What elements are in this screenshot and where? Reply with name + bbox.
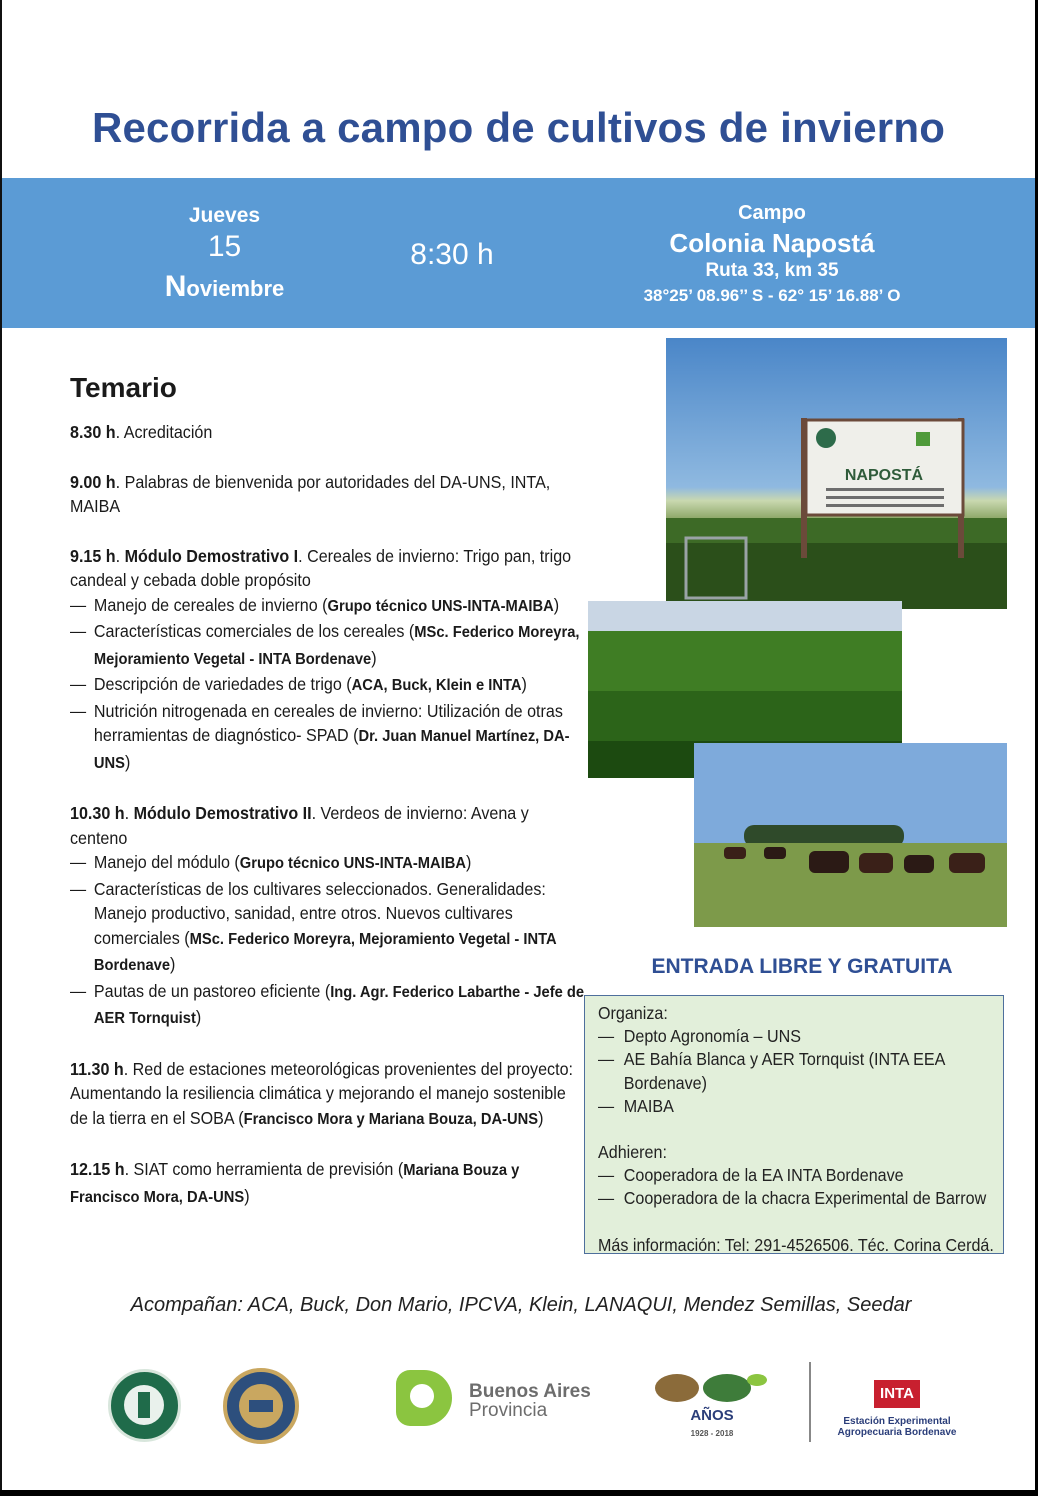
organizers-box bbox=[584, 995, 1004, 1254]
dash-bullet: — bbox=[70, 878, 87, 899]
agenda-text: . SIAT como herramienta de previsión ( bbox=[124, 1159, 404, 1179]
organizer-name: Depto Agronomía – UNS bbox=[623, 1026, 801, 1047]
list-item bbox=[70, 850, 585, 877]
agenda-text: . Red de estaciones meteorológicas provenientes del proyecto: Aumentando la resiliencia climática y mejorando el manejo sostenible de la tierra en el SOBA ( bbox=[70, 1058, 573, 1128]
dash-bullet: — bbox=[598, 1049, 615, 1070]
event-month bbox=[132, 270, 317, 304]
event-month-initial: N bbox=[164, 270, 187, 303]
cow bbox=[764, 847, 786, 859]
organizer-name: MAIBA bbox=[623, 1095, 674, 1116]
sky bbox=[588, 601, 902, 631]
paren-close: ) bbox=[371, 647, 377, 668]
dash-bullet: — bbox=[598, 1095, 615, 1116]
dash-bullet: — bbox=[70, 700, 87, 721]
photo-field-sign bbox=[666, 338, 1007, 609]
campo-route: Ruta 33, km 35 bbox=[705, 260, 839, 281]
list-item-text: Descripción de variedades de trigo ( bbox=[93, 674, 352, 694]
organizer-name: AE Bahía Blanca y AER Tornquist (INTA EEA Bordenave) bbox=[623, 1049, 945, 1093]
event-time: 8:30 h bbox=[410, 238, 494, 271]
list-item-text: Manejo de cereales de invierno ( bbox=[93, 594, 328, 615]
organizers-content bbox=[598, 1002, 1003, 1257]
event-month-rest: oviembre bbox=[186, 276, 285, 301]
agenda-separator: . bbox=[115, 545, 125, 566]
speaker: Grupo técnico UNS-INTA-MAIBA bbox=[239, 855, 467, 872]
paren-close: ) bbox=[195, 1007, 202, 1027]
agenda-time: 9.00 h bbox=[70, 471, 116, 492]
agenda-text: . Verdeos de invierno: Avena y centeno bbox=[70, 803, 529, 848]
temario-heading: Temario bbox=[70, 372, 177, 403]
agenda-item bbox=[70, 420, 585, 445]
campo-name: Colonia Napostá bbox=[669, 228, 875, 258]
list-item bbox=[598, 1025, 1003, 1048]
sign-name: NAPOSTÁ bbox=[844, 467, 924, 484]
sign-logo-left bbox=[816, 428, 836, 448]
free-entry-notice: ENTRADA LIBRE Y GRATUITA bbox=[651, 955, 953, 978]
seal-figure bbox=[249, 1400, 273, 1412]
flyer-title: Recorrida a campo de cultivos de invierno bbox=[91, 104, 946, 151]
ba-line1: Buenos Aires bbox=[469, 1381, 591, 1402]
contact-info: Más información: Tel: 291-4526506. Téc. Corina Cerdá. bbox=[598, 1234, 994, 1255]
list-item bbox=[70, 979, 585, 1032]
uns-seal-emblem bbox=[227, 1372, 295, 1440]
leaf-light bbox=[747, 1374, 767, 1386]
uns-seal-logo bbox=[223, 1368, 299, 1444]
list-item bbox=[598, 1048, 1003, 1094]
leaf-green bbox=[703, 1374, 751, 1402]
inta-station-name bbox=[824, 1416, 970, 1438]
module-name: Módulo Demostrativo I bbox=[124, 545, 299, 566]
agenda-item bbox=[70, 801, 585, 1032]
agenda-sublist bbox=[70, 593, 585, 777]
list-item bbox=[598, 1187, 1003, 1210]
paren-close: ) bbox=[521, 674, 527, 694]
list-item-text: Características comerciales de los cereales ( bbox=[93, 621, 415, 641]
ba-mark-hole bbox=[410, 1384, 434, 1408]
agenda-text: . Cereales de invierno: Trigo pan, trigo candeal y cebada doble propósito bbox=[70, 545, 572, 590]
dash-bullet: — bbox=[70, 980, 87, 1001]
depto-agronomia-logo bbox=[108, 1369, 181, 1442]
list-item bbox=[598, 1095, 1003, 1118]
cow bbox=[809, 851, 849, 873]
anos-years: 1928 - 2018 bbox=[690, 1429, 734, 1438]
agenda-sublist bbox=[70, 850, 585, 1032]
inta-line1: Estación Experimental bbox=[843, 1416, 951, 1427]
cow bbox=[949, 853, 985, 873]
dash-bullet: — bbox=[70, 852, 87, 872]
agenda-time: 11.30 h bbox=[70, 1058, 124, 1079]
speaker: MSc. Federico Moreyra, Mejoramiento Vegetal - INTA Bordenave bbox=[93, 624, 580, 668]
event-day: 15 bbox=[207, 230, 242, 263]
photo-cattle bbox=[694, 743, 1007, 927]
buenos-aires-mark bbox=[396, 1370, 452, 1426]
campo-coordinates: 38°25’ 08.96’’ S - 62° 15’ 16.88’ O bbox=[643, 286, 901, 305]
speaker: Mariana Bouza y Francisco Mora, DA-UNS bbox=[70, 1162, 520, 1206]
event-info-band bbox=[2, 178, 1035, 328]
field-sign-scene bbox=[666, 338, 1007, 609]
ba-mark-shape bbox=[396, 1370, 452, 1426]
anos-text: AÑOS bbox=[690, 1407, 734, 1424]
list-item bbox=[70, 672, 585, 699]
dash-bullet: — bbox=[598, 1026, 615, 1047]
module-name: Módulo Demostrativo II bbox=[133, 803, 312, 823]
agenda-item bbox=[70, 544, 585, 777]
speaker: ACA, Buck, Klein e INTA bbox=[351, 677, 522, 694]
list-item-text: Manejo del módulo ( bbox=[93, 852, 240, 872]
organiza-label: Organiza: bbox=[598, 1003, 668, 1023]
agenda bbox=[70, 420, 585, 1235]
sign-text-line bbox=[826, 504, 944, 507]
paren-close: ) bbox=[553, 594, 560, 615]
ba-line2: Provincia bbox=[469, 1400, 548, 1421]
agenda-text: . Acreditación bbox=[115, 422, 213, 442]
list-item bbox=[70, 593, 585, 620]
leaf-brown bbox=[655, 1374, 699, 1402]
speaker: Francisco Mora y Mariana Bouza, DA-UNS bbox=[243, 1110, 539, 1128]
paren-close: ) bbox=[466, 852, 472, 872]
agenda-item bbox=[70, 1157, 585, 1210]
paren-close: ) bbox=[124, 751, 131, 772]
list-item-text: Características de los cultivares seleccionados. Generalidades: Manejo productivo, sanidad, entre otros. Nuevos cultivares comerciales ( bbox=[93, 878, 546, 948]
agronomia-emblem bbox=[111, 1372, 178, 1439]
anniversary-logo bbox=[632, 1368, 782, 1440]
paren-close: ) bbox=[538, 1107, 544, 1128]
emblem-figure bbox=[138, 1392, 150, 1418]
agenda-text: . Palabras de bienvenida por autoridades del DA-UNS, INTA, MAIBA bbox=[70, 471, 551, 516]
speaker: Dr. Juan Manuel Martínez, DA-UNS bbox=[93, 728, 570, 772]
adhieren-label: Adhieren: bbox=[598, 1142, 667, 1163]
list-item-text: Pautas de un pastoreo eficiente ( bbox=[93, 980, 331, 1001]
cow bbox=[904, 855, 934, 873]
agenda-time: 10.30 h bbox=[70, 803, 125, 823]
speaker: Ing. Agr. Federico Labarthe - Jefe de AER Tornquist bbox=[93, 983, 585, 1027]
paren-close: ) bbox=[170, 954, 176, 974]
list-item bbox=[70, 699, 585, 777]
campo-label: Campo bbox=[738, 202, 806, 224]
agenda-time: 12.15 h bbox=[70, 1159, 125, 1179]
sign-logo-right bbox=[916, 432, 930, 446]
sign-text-line bbox=[826, 496, 944, 499]
speaker: Grupo técnico UNS-INTA-MAIBA bbox=[327, 597, 554, 615]
agenda-item bbox=[70, 1057, 585, 1133]
sponsors-line: Acompañan: ACA, Buck, Don Mario, IPCVA, Klein, LANAQUI, Mendez Semillas, Seedar bbox=[130, 1294, 912, 1316]
dash-bullet: — bbox=[70, 674, 87, 694]
logo-divider bbox=[809, 1362, 811, 1442]
dash-bullet: — bbox=[70, 621, 87, 641]
dash-bullet: — bbox=[598, 1188, 615, 1209]
dash-bullet: — bbox=[70, 594, 87, 615]
paren-close: ) bbox=[244, 1185, 250, 1206]
inta-line2: Agropecuaria Bordenave bbox=[837, 1427, 957, 1438]
supporter-name: Cooperadora de la EA INTA Bordenave bbox=[623, 1165, 904, 1186]
list-item bbox=[598, 1164, 1003, 1187]
event-weekday: Jueves bbox=[188, 204, 261, 227]
list-item bbox=[70, 619, 585, 672]
cow bbox=[859, 853, 893, 873]
sign-text-line bbox=[826, 488, 944, 491]
agenda-separator: . bbox=[124, 803, 134, 823]
supporter-name: Cooperadora de la chacra Experimental de Barrow bbox=[623, 1188, 987, 1209]
list-item-text: Nutrición nitrogenada en cereales de invierno: Utilización de otras herramientas de diagnóstico- SPAD ( bbox=[93, 700, 563, 745]
dash-bullet: — bbox=[598, 1165, 615, 1186]
anniversary-emblem bbox=[632, 1368, 782, 1440]
cattle-scene bbox=[694, 743, 1007, 927]
speaker: MSc. Federico Moreyra, Mejoramiento Vegetal - INTA Bordenave bbox=[93, 930, 557, 974]
agenda-time: 9.15 h bbox=[70, 545, 116, 566]
cow bbox=[724, 847, 746, 859]
agenda-item bbox=[70, 470, 585, 519]
agenda-time: 8.30 h bbox=[70, 422, 116, 442]
list-item bbox=[70, 877, 585, 979]
inta-logo: INTA bbox=[874, 1380, 920, 1408]
buenos-aires-logo-text bbox=[469, 1382, 591, 1420]
